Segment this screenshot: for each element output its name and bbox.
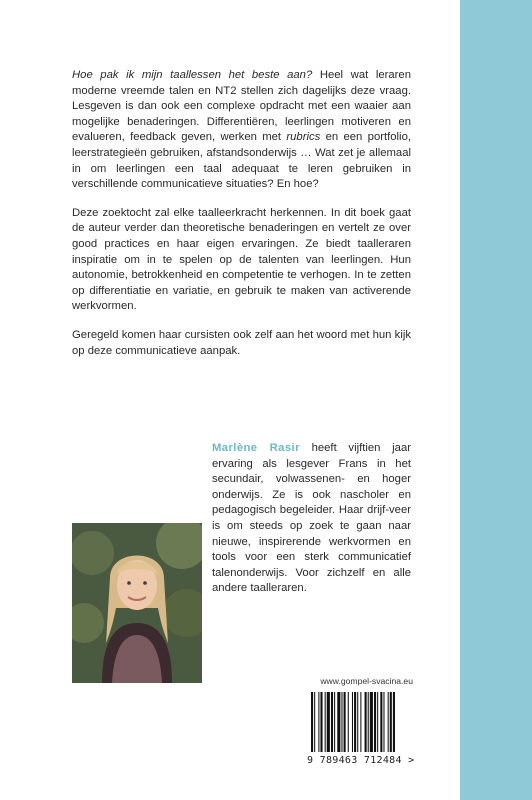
intro-question: Hoe pak ik mijn taallessen het beste aan? <box>72 69 313 81</box>
barcode-bar <box>334 692 335 752</box>
barcode-bar <box>341 692 342 752</box>
barcode-bar <box>320 692 322 752</box>
barcode-bar <box>374 692 376 752</box>
barcode-bar <box>311 692 313 752</box>
barcode-bar <box>348 692 349 752</box>
barcode-bar <box>318 692 319 752</box>
intro-paragraph <box>72 68 411 193</box>
barcode-bar <box>390 692 392 752</box>
barcode-bar <box>370 692 373 752</box>
barcode-bar <box>377 692 378 752</box>
author-name: Marlène Rasir <box>212 442 300 454</box>
barcode-bar <box>331 692 333 752</box>
isbn-digits: 9 789463 712484 > <box>307 755 415 766</box>
barcode-bar <box>354 692 356 752</box>
barcode-bar <box>360 692 361 752</box>
barcode-bar <box>357 692 358 752</box>
closing-paragraph: Geregeld komen haar cursisten ook zelf aan het woord met hun kijk op deze communicatieve aanpak. <box>72 328 411 357</box>
barcode-bar <box>337 692 340 752</box>
barcode-bar <box>388 692 389 752</box>
intro-rubrics: rubrics <box>286 131 321 144</box>
barcode-bar <box>380 692 382 752</box>
barcode-bar <box>352 692 353 752</box>
intro-text-a: Heel wat leraren moderne vreemde talen en NT2 stellen zich dagelijks deze vraag. Lesgeven is dan ook een complexe opdracht met een waaier aan mogelijke benaderingen. Differentiëren, leerlingen motiveren en evalueren, feedback geven, werken met <box>72 69 411 144</box>
author-bio: heeft vijftien jaar ervaring als lesgever Frans in het secundair, volwassenen- en hoger onderwijs. Ze is ook nascholer en pedagogisch begeleider. Haar drijf-veer is om steeds op zoek te gaan naar nieuwe, inspirerende werkvormen en tools voor een sterk communicatief talenonderwijs. Voor zichzelf en alle andere taalleraren. <box>212 442 411 595</box>
author-photo <box>72 523 202 683</box>
barcode-bar <box>327 692 330 752</box>
barcode-bar <box>383 692 384 752</box>
back-cover-text <box>72 68 411 372</box>
author-bio-block <box>72 441 411 683</box>
barcode-bar <box>393 692 395 752</box>
body-paragraph: Deze zoektocht zal elke taalleerkracht herkennen. In dit boek gaat de auteur verder dan theoretische benaderingen en vertelt ze over good practices en haar eigen ervaringen. Ze biedt taalleraren inspiratie om in te spelen op de talenten van leerlingen. Hun autonomie, betrokkenheid en competentie te verhogen. In te zetten op differentiatie en variatie, en gebruik te maken van activerende werkvormen. <box>72 206 411 313</box>
barcode-bar <box>325 692 326 752</box>
side-color-band <box>460 0 532 800</box>
publisher-website: www.gompel-svacina.eu <box>320 676 413 686</box>
barcode-bar <box>314 692 315 752</box>
barcode-bar <box>344 692 346 752</box>
intro-text-b: en een portfolio, leerstrategieën gebruiken, afstandsonderwijs … Wat zet je allemaal in om leerlingen een taal adequaat te leren gebruiken in verschillende communicatieve situaties? En hoe? <box>72 131 411 191</box>
barcode-bar <box>368 692 369 752</box>
barcode-bar <box>365 692 367 752</box>
